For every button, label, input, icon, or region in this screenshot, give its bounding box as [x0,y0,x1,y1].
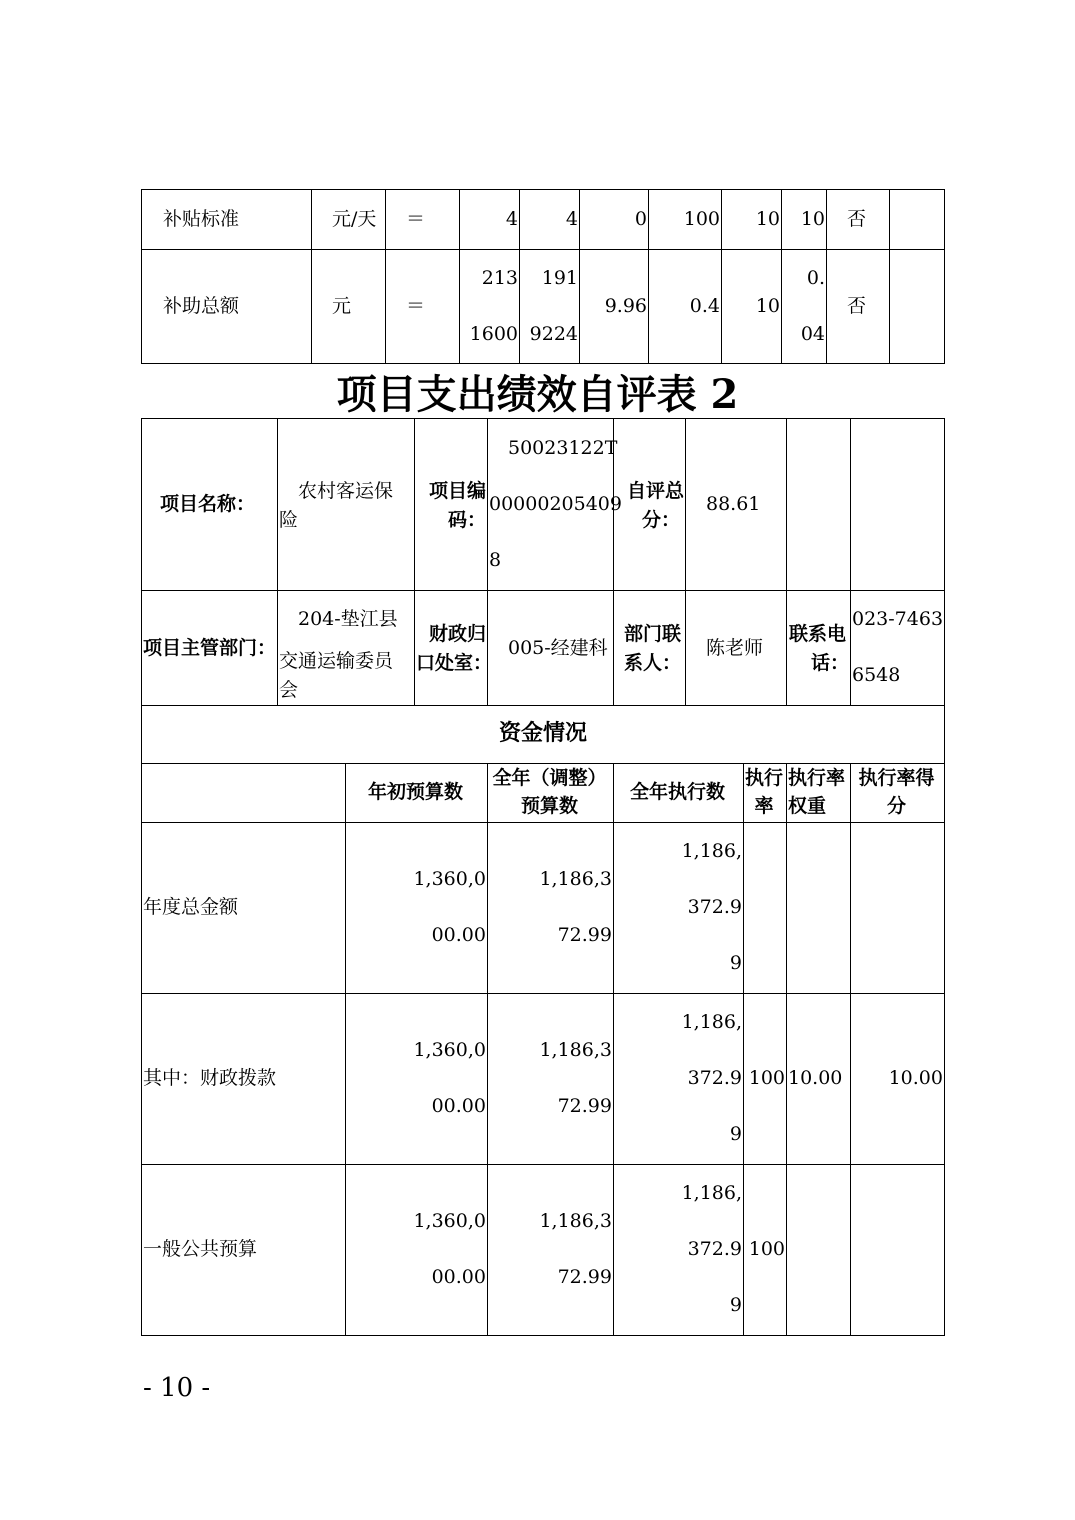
phone-line1: 023-7463 [852,608,944,630]
row2-weight: 10 [755,295,780,317]
header-initial: 年初预算数 [367,781,463,803]
score-label-line2: 分： [642,509,681,531]
row1-actual: 4 [565,208,578,230]
dept-line1: 204-垫江县 [298,608,398,630]
row2-actual-line2: 9224 [529,323,578,345]
score-value: 88.61 [706,493,761,515]
row-total-initial-line2: 00.00 [431,924,486,946]
contact-label-line1: 部门联 [624,623,682,645]
row2-target-line2: 1600 [469,323,518,345]
header-rate-line2: 率 [754,795,774,817]
header-score-line1: 执行率得 [858,767,935,789]
row-total-initial-line1: 1,360,0 [413,868,486,890]
page-title: 项目支出绩效自评表 2 [336,371,739,418]
row2-score-line1: 0. [806,267,825,289]
row1-op: ＝ [406,208,426,230]
row1-rate: 100 [683,208,720,230]
row1-deviation: 0 [634,208,647,230]
project-name-line1: 农村客运保 [298,480,394,502]
project-code-line3: 8 [489,549,502,571]
row-fiscal-executed-line2: 372.9 [687,1067,742,1089]
row-general-initial-line2: 00.00 [431,1266,486,1288]
row-general-initial-line1: 1,360,0 [413,1210,486,1232]
row1-name: 补贴标准 [163,208,240,230]
phone-line2: 6548 [852,664,901,686]
row-fiscal-label: 其中：财政拨款 [143,1067,277,1089]
project-code-label-line2: 码： [447,509,486,531]
row1-score: 10 [800,208,825,230]
row-fiscal-weight: 10.00 [788,1067,843,1089]
row-total-executed-line3: 9 [729,952,742,974]
row-fiscal-initial-line1: 1,360,0 [413,1039,486,1061]
project-code-line1: 50023122T [508,437,618,459]
row2-op: ＝ [406,295,426,317]
finance-label-line2: 口处室： [416,652,493,674]
row2-deviation: 9.96 [604,295,647,317]
row1-flag: 否 [847,208,867,230]
row-general-adjusted-line1: 1,186,3 [539,1210,612,1232]
dept-line3: 会 [279,679,299,701]
contact-value: 陈老师 [706,637,764,659]
row-total-label: 年度总金额 [143,896,239,918]
header-score-line2: 分 [886,795,906,817]
row2-flag: 否 [847,295,867,317]
row2-rate: 0.4 [689,295,720,317]
row-general-adjusted-line2: 72.99 [557,1266,612,1288]
row-general-rate: 100 [748,1238,785,1260]
score-label-line1: 自评总 [626,480,684,502]
row-fiscal-adjusted-line2: 72.99 [557,1095,612,1117]
row2-name: 补助总额 [163,295,240,317]
dept-label: 项目主管部门： [143,637,277,659]
dept-line2: 交通运输委员 [279,650,394,672]
row1-target: 4 [505,208,518,230]
header-adjusted-line1: 全年（调整） [492,767,607,789]
row-general-executed-line1: 1,186, [681,1182,742,1204]
funds-section-title: 资金情况 [498,721,587,746]
row2-score-line2: 04 [800,323,825,345]
row-general-executed-line3: 9 [729,1294,742,1316]
row1-weight: 10 [755,208,780,230]
contact-label-line2: 系人： [624,652,682,674]
header-adjusted-line2: 预算数 [520,795,578,817]
row2-target-line1: 213 [481,267,518,289]
finance-label-line1: 财政归 [428,623,486,645]
phone-label-line1: 联系电 [789,623,847,645]
row2-actual-line1: 191 [541,267,578,289]
row-general-executed-line2: 372.9 [687,1238,742,1260]
row-total-adjusted-line2: 72.99 [557,924,612,946]
row-total-adjusted-line1: 1,186,3 [539,868,612,890]
phone-label-line2: 话： [810,652,849,674]
header-rate-line1: 执行 [744,767,783,789]
project-name-label: 项目名称： [160,493,256,515]
header-executed: 全年执行数 [629,781,725,803]
project-name-line2: 险 [279,509,299,531]
row-fiscal-executed-line1: 1,186, [681,1011,742,1033]
row-fiscal-adjusted-line1: 1,186,3 [539,1039,612,1061]
row-total-executed-line2: 372.9 [687,896,742,918]
project-code-line2: 00000205409 [489,493,622,515]
row-total-executed-line1: 1,186, [681,840,742,862]
row2-unit: 元 [332,295,352,317]
page-number: - 10 - [143,1373,211,1403]
row-fiscal-rate: 100 [748,1067,785,1089]
row-fiscal-initial-line2: 00.00 [431,1095,486,1117]
row-general-label: 一般公共预算 [143,1238,258,1260]
row1-unit: 元/天 [332,208,377,230]
finance-value: 005-经建科 [508,637,608,659]
project-code-label-line1: 项目编 [428,480,486,502]
header-weight-line2: 权重 [788,795,827,817]
row-fiscal-score: 10.00 [888,1067,943,1089]
row-fiscal-executed-line3: 9 [729,1123,742,1145]
header-weight-line1: 执行率 [788,767,846,789]
